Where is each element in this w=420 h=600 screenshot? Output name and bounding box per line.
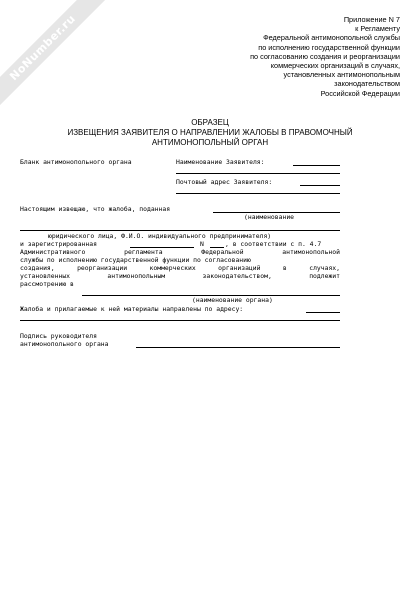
- entity-hint: юридического лица, Ф.И.О. индивидуального предпринимателя): [48, 232, 272, 240]
- signature-field[interactable]: [136, 347, 340, 348]
- body-word: коммерческих: [149, 264, 196, 272]
- appendix-line: по исполнению государственной функции: [258, 42, 400, 52]
- appendix-line: к Регламенту: [355, 24, 400, 34]
- body-word: Административного: [20, 248, 86, 256]
- appendix-line: Российской Федерации: [320, 88, 400, 98]
- postal-address-field-2[interactable]: [176, 193, 340, 194]
- title-main: ИЗВЕЩЕНИЯ ЗАЯВИТЕЛЯ О НАПРАВЛЕНИИ ЖАЛОБЫ В ПРАВОМОЧНЫЙ: [67, 128, 353, 137]
- appendix-line: установленных антимонопольным: [283, 70, 400, 80]
- body-word: установленных: [20, 272, 71, 280]
- watermark-text: NoNumber.ru: [0, 0, 110, 115]
- body-word: случаях,: [309, 264, 340, 272]
- name-hint: (наименование: [244, 213, 295, 221]
- address-field-2[interactable]: [20, 320, 340, 321]
- appendix-line: по согласованию создания и реорганизации: [250, 51, 400, 61]
- org-hint: (наименование органа): [192, 296, 273, 304]
- postal-address-label: Почтовый адрес Заявителя:: [176, 178, 273, 186]
- body-word: регламента: [124, 248, 163, 256]
- complaint-sent-text: Жалоба и прилагаемые к ней материалы направлены по адресу:: [20, 305, 244, 313]
- body-word: законодательством,: [202, 272, 272, 280]
- blank-label: Бланк антимонопольного органа: [20, 158, 132, 166]
- notify-text: Настоящим извещаю, что жалоба, поданная: [20, 205, 171, 213]
- document-title: [40, 118, 380, 148]
- appendix-line: Приложение N 7: [343, 15, 400, 24]
- body-word: Федеральной: [201, 248, 244, 256]
- body-word: антимонопольным: [107, 272, 166, 280]
- body-word: антимонопольной: [282, 248, 340, 256]
- body-word: организаций: [218, 264, 261, 272]
- registered-start: и зарегистрированная: [20, 240, 97, 248]
- signature-label-2: антимонопольного органа: [20, 340, 109, 348]
- body-word: создания,: [20, 264, 55, 272]
- body-line-2: службы по исполнению государственной функции по согласованию: [20, 256, 251, 264]
- body-line-4: [20, 272, 340, 280]
- applicant-name-field-2[interactable]: [176, 173, 340, 174]
- title-sample: ОБРАЗЕЦ: [191, 118, 229, 127]
- appendix-line: Федеральной антимонопольной службы: [263, 33, 400, 43]
- registered-end: , в соответствии с п. 4.7: [225, 240, 322, 248]
- complaint-filer-field-2[interactable]: [20, 230, 340, 231]
- number-label: N: [200, 240, 204, 248]
- body-line-3: [20, 264, 340, 272]
- signature-label-1: Подпись руководителя: [20, 332, 97, 340]
- appendix-line: коммерческих организаций в случаях,: [270, 61, 400, 71]
- body-word: подлежит: [309, 272, 340, 280]
- address-field[interactable]: [306, 312, 340, 313]
- body-word: реорганизации: [77, 264, 128, 272]
- applicant-name-field[interactable]: [293, 165, 340, 166]
- title-sub: АНТИМОНОПОЛЬНЫЙ ОРГАН: [151, 138, 269, 147]
- appendix-block: [210, 15, 400, 98]
- body-line-1: [20, 248, 340, 256]
- review-label: рассмотрению в: [20, 280, 74, 288]
- applicant-name-label: Наименование Заявителя:: [176, 158, 265, 166]
- postal-address-field[interactable]: [300, 185, 340, 186]
- appendix-line: законодательством: [334, 79, 400, 89]
- watermark-ribbon: [0, 0, 130, 130]
- body-word: в: [282, 264, 287, 272]
